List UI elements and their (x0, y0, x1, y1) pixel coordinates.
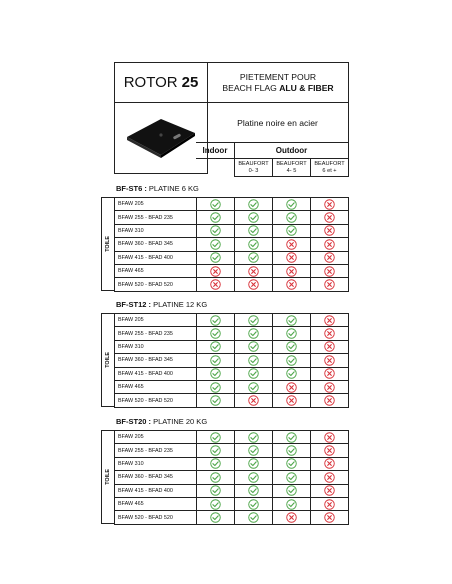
section-code: BF-ST20 : (116, 417, 152, 426)
status-cell (234, 224, 273, 238)
cross-circle-icon (324, 199, 335, 210)
check-circle-icon (210, 445, 221, 456)
cross-circle-icon (324, 239, 335, 250)
status-cell (272, 264, 311, 278)
status-cell (310, 380, 349, 394)
product-title (114, 62, 208, 103)
check-circle-icon (210, 368, 221, 379)
section-code: BF-ST6 : (116, 184, 147, 193)
status-cell (310, 510, 349, 524)
product-subtitle (207, 62, 349, 103)
check-circle-icon (248, 355, 259, 366)
status-cell (310, 237, 349, 251)
plate-desc-cell (207, 102, 349, 143)
check-circle-icon (210, 382, 221, 393)
toile-label: TOILE (105, 352, 111, 368)
section-plate-name: PLATINE 20 KG (151, 417, 208, 426)
check-circle-icon (210, 341, 221, 352)
status-cell (310, 457, 349, 471)
status-cell (234, 393, 273, 407)
section-title (116, 300, 207, 310)
status-cell (272, 251, 311, 265)
status-cell (196, 497, 235, 511)
row-label: BFAW 255 - BFAD 235 (114, 210, 197, 224)
check-circle-icon (286, 368, 297, 379)
status-cell (234, 340, 273, 354)
cross-circle-icon (324, 382, 335, 393)
status-cell (272, 484, 311, 498)
cross-circle-icon (324, 432, 335, 443)
check-circle-icon (210, 355, 221, 366)
status-cell (234, 326, 273, 340)
status-cell (272, 367, 311, 381)
status-cell (196, 510, 235, 524)
check-circle-icon (248, 212, 259, 223)
cross-circle-icon (286, 252, 297, 263)
subtitle-line-1: PIETEMENT POUR (239, 71, 317, 82)
beaufort-6-plus-header: BEAUFORT 6 et + (310, 158, 349, 177)
cross-circle-icon (286, 395, 297, 406)
check-circle-icon (248, 252, 259, 263)
check-circle-icon (248, 512, 259, 523)
status-cell (310, 367, 349, 381)
row-label: BFAW 255 - BFAD 235 (114, 326, 197, 340)
status-cell (234, 251, 273, 265)
status-cell (272, 197, 311, 211)
check-circle-icon (210, 252, 221, 263)
status-cell (196, 237, 235, 251)
status-cell (310, 484, 349, 498)
cross-circle-icon (324, 368, 335, 379)
check-circle-icon (248, 199, 259, 210)
check-circle-icon (210, 458, 221, 469)
status-cell (196, 430, 235, 444)
status-cell (234, 210, 273, 224)
row-label: BFAW 465 (114, 264, 197, 278)
product-prefix: ROTOR (123, 74, 178, 91)
check-circle-icon (286, 445, 297, 456)
col-indoor-header: Indoor (196, 142, 235, 159)
col-outdoor-header: Outdoor (234, 142, 349, 159)
status-cell (272, 224, 311, 238)
status-cell (234, 237, 273, 251)
row-label: BFAW 360 - BFAD 345 (114, 470, 197, 484)
cross-circle-icon (324, 499, 335, 510)
product-number: 25 (181, 74, 199, 91)
check-circle-icon (286, 485, 297, 496)
check-circle-icon (286, 458, 297, 469)
cross-circle-icon (324, 485, 335, 496)
check-circle-icon (210, 212, 221, 223)
status-cell (272, 210, 311, 224)
status-cell (234, 277, 273, 291)
status-cell (272, 313, 311, 327)
status-cell (234, 380, 273, 394)
cross-circle-icon (286, 266, 297, 277)
status-cell (196, 393, 235, 407)
cross-circle-icon (324, 395, 335, 406)
status-cell (196, 367, 235, 381)
status-cell (272, 353, 311, 367)
status-cell (272, 277, 311, 291)
check-circle-icon (286, 355, 297, 366)
check-circle-icon (210, 485, 221, 496)
status-cell (196, 197, 235, 211)
cross-circle-icon (324, 341, 335, 352)
toile-label: TOILE (105, 236, 111, 252)
status-cell (196, 443, 235, 457)
cross-circle-icon (324, 512, 335, 523)
status-cell (234, 367, 273, 381)
section-code: BF-ST12 : (116, 300, 152, 309)
check-circle-icon (286, 225, 297, 236)
check-circle-icon (248, 328, 259, 339)
col-indoor-blank (196, 158, 235, 174)
cross-circle-icon (324, 315, 335, 326)
status-cell (310, 210, 349, 224)
row-label: BFAW 465 (114, 380, 197, 394)
plate-image-cell (114, 102, 208, 174)
check-circle-icon (286, 432, 297, 443)
cross-circle-icon (324, 472, 335, 483)
check-circle-icon (286, 499, 297, 510)
status-cell (196, 470, 235, 484)
check-circle-icon (248, 315, 259, 326)
cross-circle-icon (324, 328, 335, 339)
check-circle-icon (248, 225, 259, 236)
check-circle-icon (248, 382, 259, 393)
status-cell (310, 353, 349, 367)
check-circle-icon (210, 512, 221, 523)
status-cell (272, 510, 311, 524)
status-cell (310, 470, 349, 484)
cross-circle-icon (210, 279, 221, 290)
check-circle-icon (248, 368, 259, 379)
section-plate-name: PLATINE 12 KG (151, 300, 208, 309)
status-cell (196, 457, 235, 471)
row-label: BFAW 520 - BFAD 520 (114, 277, 197, 291)
status-cell (310, 264, 349, 278)
status-cell (234, 430, 273, 444)
status-cell (234, 470, 273, 484)
cross-circle-icon (286, 239, 297, 250)
cross-circle-icon (286, 512, 297, 523)
status-cell (272, 380, 311, 394)
check-circle-icon (210, 472, 221, 483)
cross-circle-icon (324, 458, 335, 469)
status-cell (234, 353, 273, 367)
status-cell (272, 393, 311, 407)
row-label: BFAW 520 - BFAD 520 (114, 393, 197, 407)
status-cell (234, 443, 273, 457)
row-label: BFAW 310 (114, 457, 197, 471)
status-cell (196, 210, 235, 224)
status-cell (272, 497, 311, 511)
toile-label: TOILE (105, 469, 111, 485)
status-cell (272, 457, 311, 471)
status-cell (310, 340, 349, 354)
row-label: BFAW 205 (114, 430, 197, 444)
check-circle-icon (248, 432, 259, 443)
status-cell (272, 326, 311, 340)
plate-image (121, 111, 201, 165)
status-cell (272, 443, 311, 457)
status-cell (234, 457, 273, 471)
status-cell (272, 340, 311, 354)
cross-circle-icon (286, 382, 297, 393)
status-cell (196, 326, 235, 340)
status-cell (310, 251, 349, 265)
status-cell (310, 313, 349, 327)
status-cell (196, 224, 235, 238)
check-circle-icon (286, 328, 297, 339)
check-circle-icon (210, 328, 221, 339)
cross-circle-icon (248, 266, 259, 277)
status-cell (234, 197, 273, 211)
status-cell (196, 264, 235, 278)
status-cell (196, 313, 235, 327)
check-circle-icon (210, 239, 221, 250)
status-cell (310, 443, 349, 457)
status-cell (310, 277, 349, 291)
cross-circle-icon (248, 395, 259, 406)
check-circle-icon (210, 199, 221, 210)
check-circle-icon (286, 341, 297, 352)
section-title (116, 417, 207, 427)
status-cell (272, 237, 311, 251)
row-label: BFAW 465 (114, 497, 197, 511)
row-label: BFAW 360 - BFAD 345 (114, 237, 197, 251)
cross-circle-icon (324, 355, 335, 366)
status-cell (310, 393, 349, 407)
check-circle-icon (210, 432, 221, 443)
row-label: BFAW 520 - BFAD 520 (114, 510, 197, 524)
row-label: BFAW 310 (114, 340, 197, 354)
status-cell (234, 484, 273, 498)
check-circle-icon (286, 315, 297, 326)
check-circle-icon (248, 499, 259, 510)
status-cell (310, 224, 349, 238)
subtitle-line-2: BEACH FLAG ALU & FIBER (222, 82, 334, 93)
check-circle-icon (286, 199, 297, 210)
cross-circle-icon (324, 225, 335, 236)
check-circle-icon (210, 225, 221, 236)
cross-circle-icon (324, 252, 335, 263)
status-cell (310, 430, 349, 444)
check-circle-icon (210, 395, 221, 406)
check-circle-icon (248, 445, 259, 456)
row-label: BFAW 415 - BFAD 400 (114, 251, 197, 265)
check-circle-icon (210, 499, 221, 510)
row-label: BFAW 360 - BFAD 345 (114, 353, 197, 367)
row-label: BFAW 415 - BFAD 400 (114, 484, 197, 498)
cross-circle-icon (324, 266, 335, 277)
status-cell (234, 313, 273, 327)
beaufort-0-3-header: BEAUFORT 0- 3 (234, 158, 273, 177)
cross-circle-icon (324, 279, 335, 290)
status-cell (234, 264, 273, 278)
status-cell (310, 497, 349, 511)
check-circle-icon (248, 458, 259, 469)
status-cell (196, 340, 235, 354)
status-cell (196, 353, 235, 367)
status-cell (196, 277, 235, 291)
status-cell (310, 197, 349, 211)
section-title (116, 184, 199, 194)
cross-circle-icon (210, 266, 221, 277)
check-circle-icon (248, 239, 259, 250)
check-circle-icon (286, 472, 297, 483)
cross-circle-icon (324, 445, 335, 456)
cross-circle-icon (324, 212, 335, 223)
row-label: BFAW 255 - BFAD 235 (114, 443, 197, 457)
cross-circle-icon (286, 279, 297, 290)
check-circle-icon (248, 472, 259, 483)
beaufort-4-5-header: BEAUFORT 4- 5 (272, 158, 311, 177)
row-label: BFAW 310 (114, 224, 197, 238)
check-circle-icon (248, 341, 259, 352)
row-label: BFAW 205 (114, 197, 197, 211)
status-cell (234, 510, 273, 524)
status-cell (196, 380, 235, 394)
status-cell (272, 470, 311, 484)
status-cell (234, 497, 273, 511)
check-circle-icon (210, 315, 221, 326)
status-cell (196, 251, 235, 265)
cross-circle-icon (248, 279, 259, 290)
check-circle-icon (248, 485, 259, 496)
status-cell (272, 430, 311, 444)
status-cell (310, 326, 349, 340)
status-cell (196, 484, 235, 498)
check-circle-icon (286, 212, 297, 223)
row-label: BFAW 415 - BFAD 400 (114, 367, 197, 381)
section-plate-name: PLATINE 6 KG (146, 184, 199, 193)
plate-description: Platine noire en acier (237, 118, 318, 128)
row-label: BFAW 205 (114, 313, 197, 327)
